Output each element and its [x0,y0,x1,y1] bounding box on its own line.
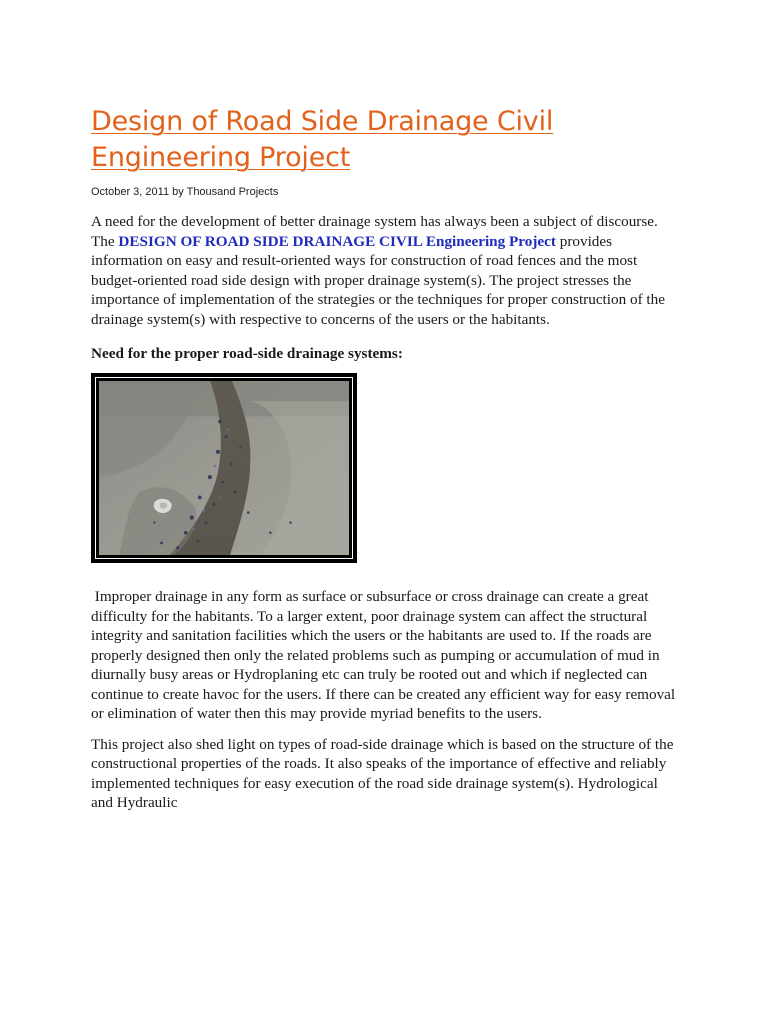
article-byline: October 3, 2011 by Thousand Projects [91,186,279,198]
section-subheading: Need for the proper road-side drainage systems: [91,345,403,362]
drainage-photo [91,373,357,563]
project-link[interactable]: DESIGN OF ROAD SIDE DRAINAGE CIVIL Engineering Project [118,232,556,250]
body-paragraph-drainage-problems: Improper drainage in any form as surface or subsurface or cross drainage can create a great difficulty for the habitants. To a larger extent, poor drainage system can affect the structural integrity and sanitation facilities which the users or the habitants are used to. If the roads are properly designed then only the related problems such as pumping or accumulation of mud in diurnally busy areas or Hydroplaning etc can truly be rooted out and which if neglected can continue to create havoc for the users. If there can be created any efficient way for easy removal or elimination of water then this may provide myriad benefits to the users. [91,588,676,722]
article [91,104,677,813]
drainage-photo-border [95,377,353,559]
intro-text-after: provides information on easy and result-oriented ways for construction of road fences and the most budget-oriented road side design with proper drainage system(s). The project stresses the importance of implementation of the strategies or the techniques for proper construction of the drainage system(s) with respective to concerns of the users or the habitants. [91,232,665,328]
intro-text-before: A need for the development of better drainage system has always been a subject of discourse. The [91,213,658,250]
article-title[interactable]: Design of Road Side Drainage Civil Engineering Project [91,106,554,173]
intro-paragraph [91,212,677,329]
body-paragraph-types: This project also shed light on types of road-side drainage which is based on the structure of the constructional properties of the roads. It also speaks of the importance of effective and reliably implemented techniques for easy execution of the road side drainage system(s). Hydrological and Hydraulic [91,735,674,811]
drainage-photo-image [99,381,349,555]
